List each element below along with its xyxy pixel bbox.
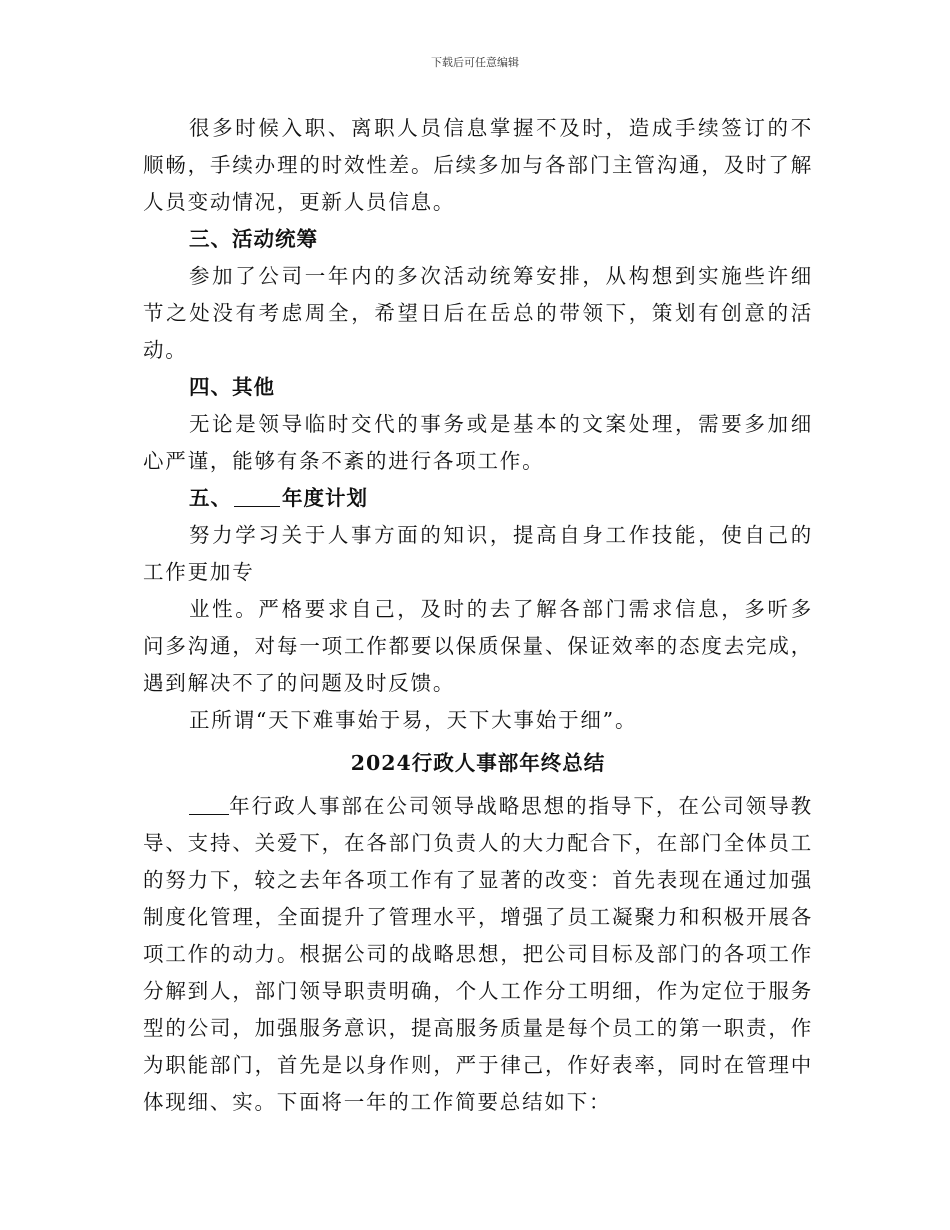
paragraph-activity-coordination: 参加了公司一年内的多次活动统筹安排，从构想到实施些许细节之处没有考虑周全，希望日后在岳总的带领下，策划有创意的活动。 xyxy=(143,264,813,362)
paragraph-annual-plan-2: 业性。严格要求自己，及时的去了解各部门需求信息，多听多问多沟通，对每一项工作都要以保质保量、保证效率的态度去完成，遇到解决不了的问题及时反馈。 xyxy=(143,597,813,695)
paragraph-summary-text: 年行政人事部在公司领导战略思想的指导下，在公司领导教导、支持、关爱下，在各部门负责人的大力配合下，在部门全体员工的努力下，较之去年各项工作有了显著的改变：首先表现在通过加强制度化管理，全面提升了管理水平，增强了员工凝聚力和积极开展各项工作的动力。根据公司的战略思想，把公司目标及部门的各项工作分解到人，部门领导职责明确，个人工作分工明细，作为定位于服务型的公司，加强服务意识，提高服务质量是每个员工的第一职责，作为职能部门，首先是以身作则，严于律己，作好表率，同时在管理中体现细、实。下面将一年的工作简要总结如下： xyxy=(143,794,813,1114)
heading-annual-plan xyxy=(143,480,813,517)
heading-annual-plan-prefix: 五、 xyxy=(189,486,232,510)
document-body xyxy=(143,110,813,1121)
heading-activity-coordination: 三、活动统筹 xyxy=(189,227,318,251)
paragraph-annual-plan-1: 努力学习关于人事方面的知识，提高自身工作技能，使自己的工作更加专 xyxy=(143,523,813,584)
heading-annual-plan-suffix: 年度计划 xyxy=(282,486,368,510)
document-title: 2024行政人事部年终总结 xyxy=(350,751,606,775)
page-header-note: 下载后可任意编辑 xyxy=(431,56,519,69)
paragraph-quote: 正所谓“天下难事始于易，天下大事始于细”。 xyxy=(189,708,638,732)
year-blank-line xyxy=(234,486,280,507)
heading-other: 四、其他 xyxy=(189,375,275,399)
paragraph-staff-info: 很多时候入职、离职人员信息掌握不及时，造成手续签订的不顺畅，手续办理的时效性差。后续多加与各部门主管沟通，及时了解人员变动情况，更新人员信息。 xyxy=(143,116,813,214)
paragraph-summary xyxy=(143,788,813,1121)
paragraph-other: 无论是领导临时交代的事务或是基本的文案处理，需要多加细心严谨，能够有条不紊的进行各项工作。 xyxy=(143,412,813,473)
year-blank-line-2 xyxy=(189,794,229,815)
